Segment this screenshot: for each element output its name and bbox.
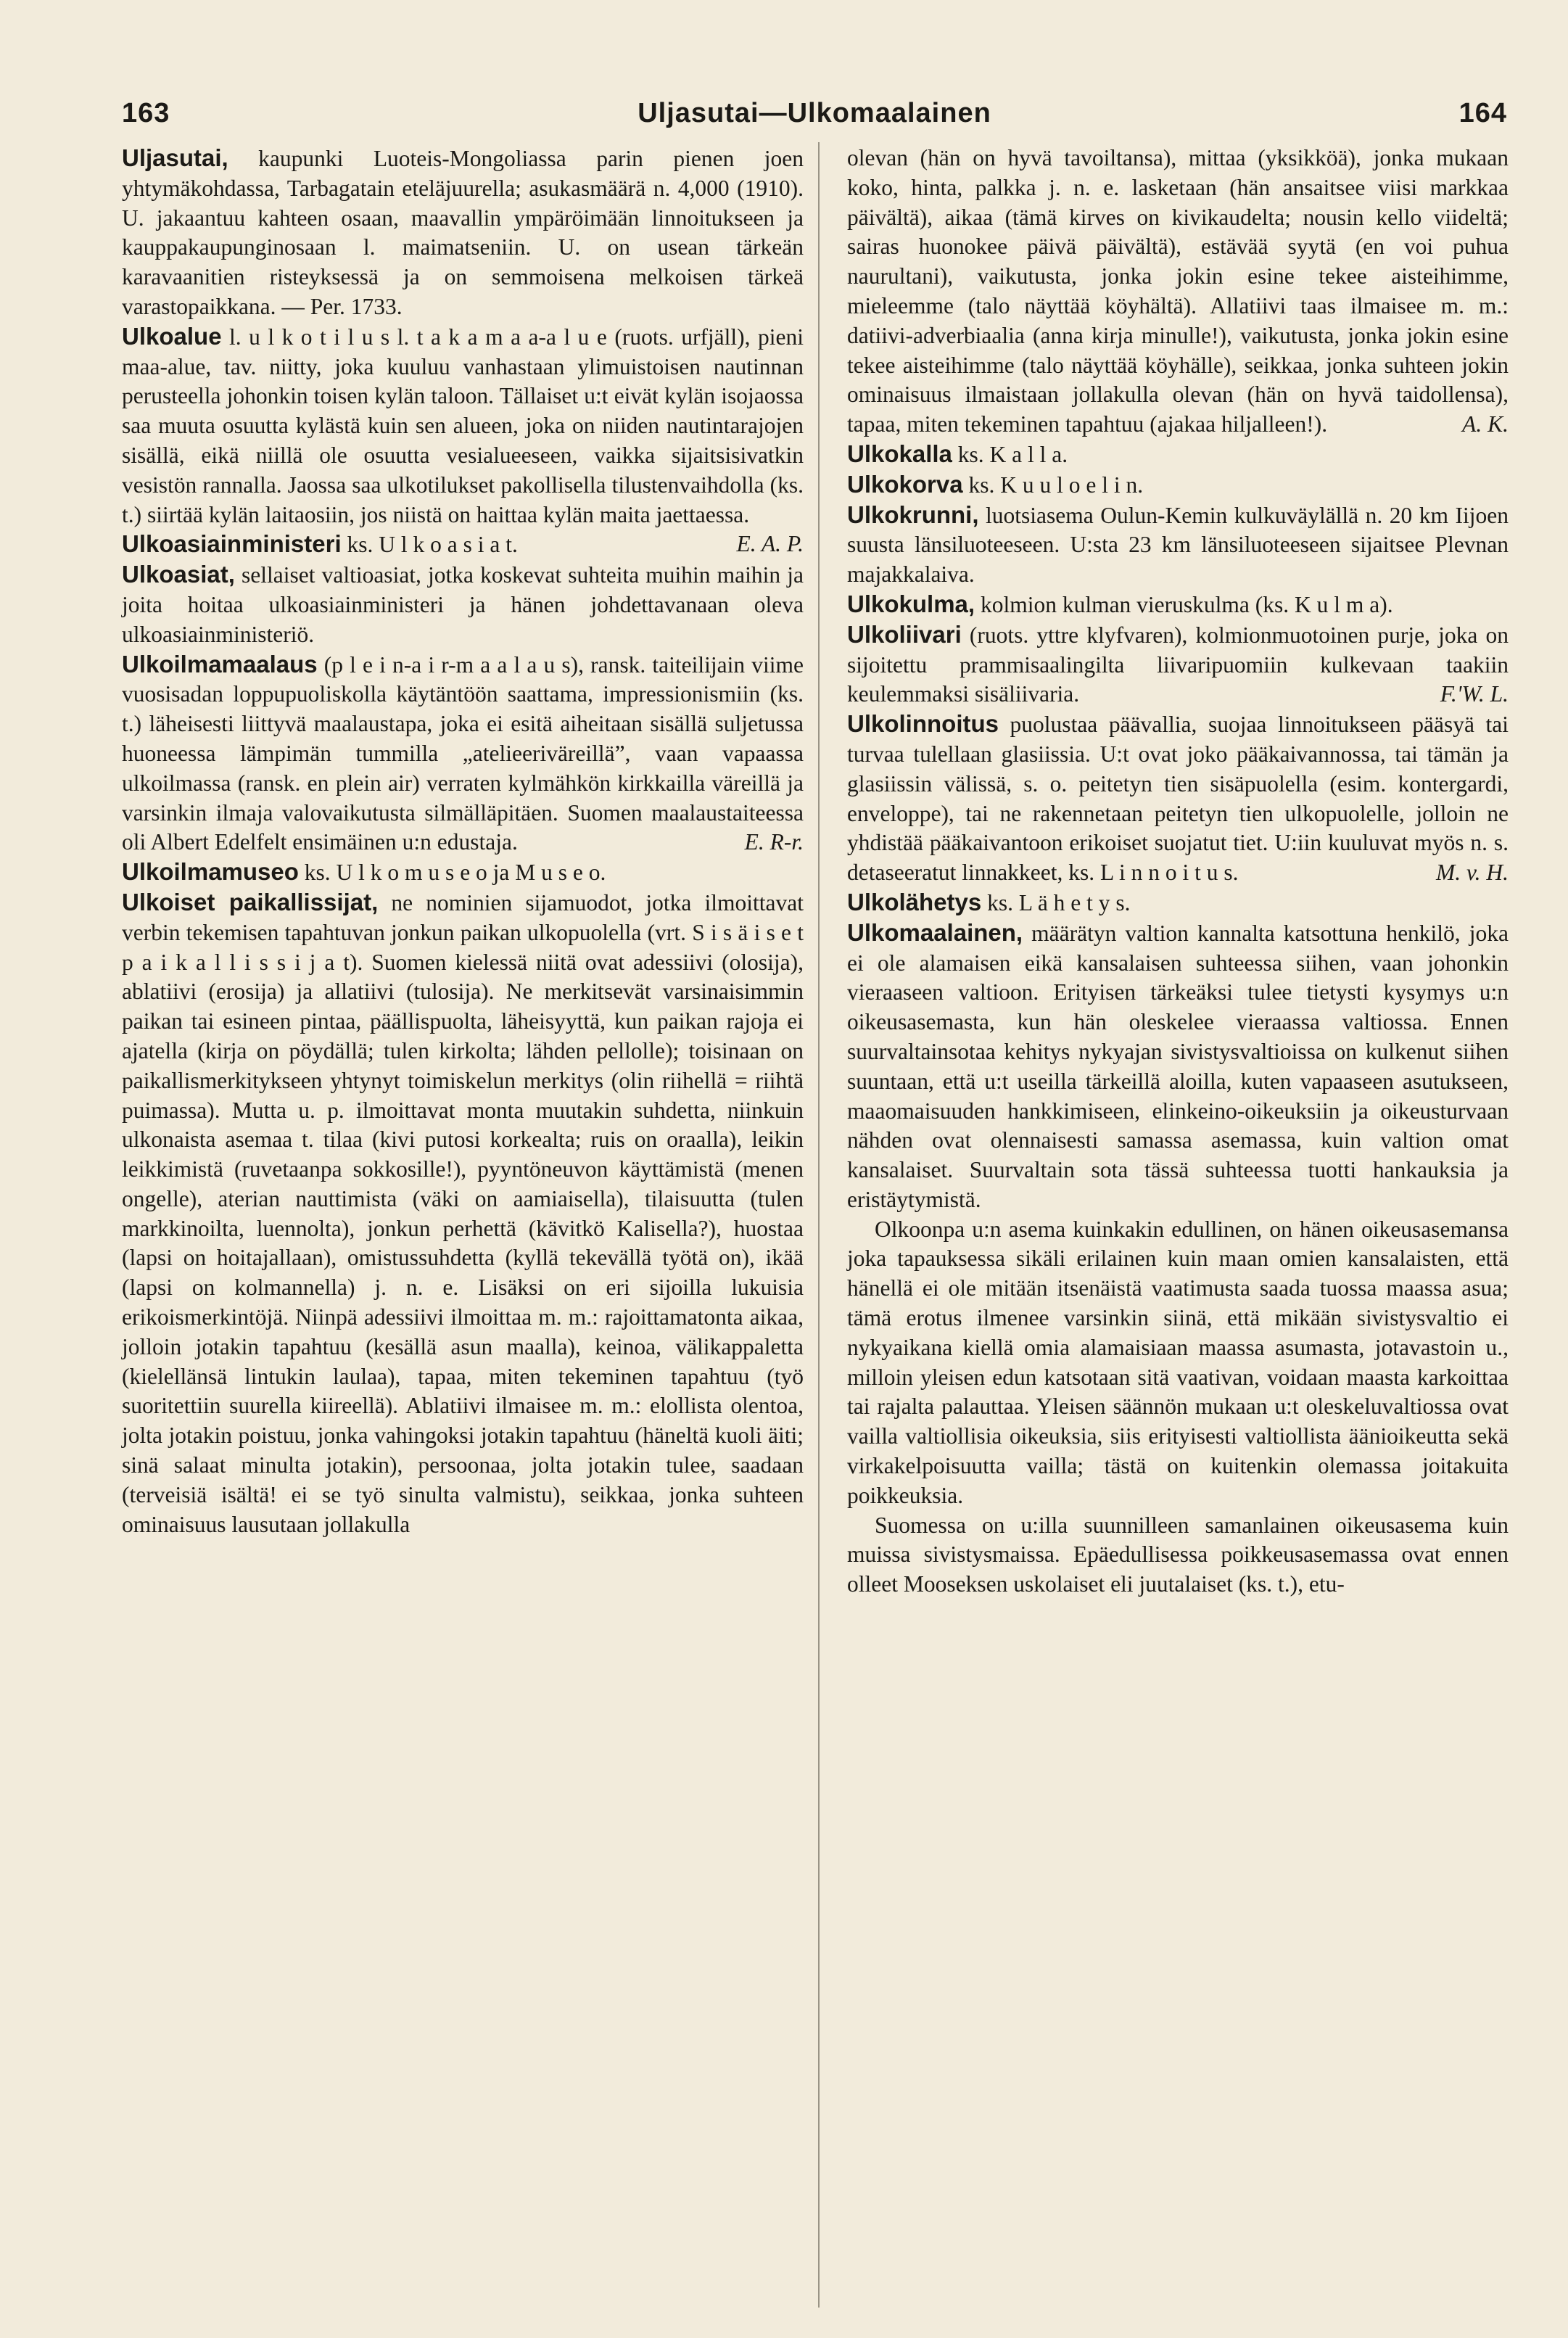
entry-text: ks. U l k o m u s e o ja M u s e o.: [298, 860, 606, 886]
entry-headword: Ulkokrunni,: [847, 501, 979, 528]
entry-text: ks. U l k o a s i a t.: [341, 532, 518, 558]
entry-text: puolustaa päävallia, suojaa linnoitukseen pääsyä tai turvaa tulellaan glasiissia. U:t ovat joko pääkaivannossa, tai tämän ja glasiissin välissä, s. o. peitetyn tien sisäpuolella (esim. kontergardi, enveloppe), tai ne rakennetaan peitetyn tien ulkopuolelle, jolloin ne yhdistää pääkaivantoon erikoiset suojatut tiet. U:iin kuuluvat myös n. s. detaseeratut linnakkeet, ks. L i n n o i t u s.: [847, 712, 1509, 886]
dictionary-entry: [847, 590, 1509, 620]
entry-text: kaupunki Luoteis-Mongoliassa parin pienen joen yhtymäkohdassa, Tarbagatain eteläjuurella; asukasmäärä n. 4,000 (1910). U. jakaantuu kahteen osaan, maavallin ympäröimään linnoitukseen ja kauppakaupunginosaan l. maimatseniin. U. on usean tärkeän karavaanitien risteyksessä ja on semmoisena melkoisen tärkeä varastopaikkana. — Per. 1733.: [122, 146, 804, 319]
entry-text: ne nominien sijamuodot, jotka ilmoittavat verbin tekemisen tapahtuvan jonkun paikan ulkopuolella (vrt. S i s ä i s e t p a i k a l l i s s i j a t). Suomen kielessä niitä ovat adessiivi (olosija), ablatiivi (erosija) ja allatiivi (tulosija). Ne merkitsevät varsinaisimmin paikan tai esineen pintaa, päällispuolta, läheisyyttä, kun paikan rajoja ei ajatella (kirja on pöydällä; tulen kirkolta; lähden pellolle); toisinaan on paikallismerkitykseen yhtynyt toimiskelun merkitys (olin riihellä = riihtä puimassa). Mutta u. p. ilmoittavat monta muutakin suhdetta, niinkuin ulkonaista asemaa t. tilaa (kivi putosi korkealta; ruis on oraalla), leikin leikkimistä (ruvetaanpa sokkosille!), pyyntöneuvon käyttämistä (menen ongelle), aterian nauttimista (väki on aamiaisella), tilaisuutta (tulen markkinoilta, luennolta), jonkun perhettä (kävitkö Kalisella?), huostaa (lapsi on hoitajallaan), omistussuhdetta (kyllä tekevällä työtä on), ikää (lapsi on kolmannella) j. n. e. Lisäksi on eri sijoilla lukuisia erikoismerkintöjä. Niinpä adessiivi ilmoittaa m. m.: rajoittamatonta aikaa, jolloin jotakin tapahtuu (kesällä asun maalla), keinoa, välikappaletta (kielellänsä lintukin laulaa), tapaa, miten tekeminen tapahtuu (työ suoritettiin suurella kiireellä). Ablatiivi ilmaisee m. m.: elollista olentoa, jolta jotakin poistuu, jonka vahingoksi jotakin tapahtuu (häneltä kuoli äiti; sinä salaat minulta jotakin), persoonaa, jolta jotakin tulee, saadaan (terveisiä isältä! ei se työ sinulta valmistu), seikkaa, jonka suhteen ominaisuus lausutaan jollakulla: [122, 889, 804, 1537]
dictionary-entry: [847, 918, 1509, 1215]
article-paragraph: [847, 1215, 1509, 1511]
left-column: [122, 144, 804, 1539]
entry-headword: Ulkokulma,: [847, 590, 975, 617]
entry-text: ks. K a l l a.: [952, 441, 1068, 467]
dictionary-entry: [847, 620, 1509, 709]
entry-headword: Ulkolinnoitus: [847, 710, 999, 738]
entry-headword: Ulkokorva: [847, 470, 963, 498]
right-column: [847, 144, 1509, 1600]
author-signature: F.'W. L.: [1440, 681, 1509, 707]
entry-headword: Ulkomaalainen,: [847, 918, 1023, 946]
entry-headword: Ulkoasiat,: [122, 561, 235, 588]
dictionary-entry: [847, 709, 1509, 888]
author-signature: A. K.: [1462, 411, 1509, 437]
entry-text: olevan (hän on hyvä tavoiltansa), mittaa (yksikköä), jonka mukaan koko, hinta, palkka j. n. e. lasketaan (hän ansaitsee viisi markkaa päivältä), aikaa (tämä kirves on kivikaudelta; nousin kello viideltä; sairas huonokee päivä päivältä), estävää syytä (en voi puhua naurultani), vaikutusta, jonka jokin esine tekee aisteihimme, mieleemme (talo näyttää köyhältä). Allatiivi taas ilmaisee m. m.: datiivi-adverbiaalia (anna kirja minulle!), vaikutusta, jonka jokin esine tekee aisteihimme (talo näyttää köyhälle), seikkaa, jonka suhteen jokin ominaisuus ilmaistaan jollakulla olevan (hän on hyvä taidollensa), tapaa, miten tekeminen tapahtuu (ajakaa hiljalleen!).: [847, 145, 1509, 437]
dictionary-entry: [122, 560, 804, 649]
dictionary-entry: [122, 888, 804, 1540]
author-signature: M. v. H.: [1435, 860, 1509, 886]
dictionary-entry: [847, 440, 1509, 470]
entry-headword: Ulkoalue: [122, 322, 222, 350]
dictionary-entry: [847, 144, 1509, 440]
entry-text: Suomessa on u:illa suunnilleen samanlainen oikeusasema kuin muissa sivistysmaissa. Epäedullisessa poikkeusasemassa ovat ennen olleet Mooseksen uskolaiset eli juutalaiset (ks. t.), etu-: [847, 1512, 1509, 1597]
page-header: [122, 91, 1507, 135]
dictionary-entry: [847, 888, 1509, 918]
entry-text: ks. K u u l o e l i n.: [962, 472, 1144, 498]
author-signature: E. R-r.: [744, 829, 804, 855]
author-signature: E. A. P.: [736, 531, 804, 557]
entry-headword: Ulkoasiainministeri: [122, 530, 342, 558]
entry-text: l. u l k o t i l u s l. t a k a m a a-a l u e (ruots. urfjäll), pieni maa-alue, tav. niitty, joka kuuluu vanhastaan ylimuistoisen nautinnan perusteella johonkin toisen kylän taloon. Tällaiset u:t eivät kylän isojaossa saa muuta osuutta kylästä kuin sen alueen, joka on niiden nautintarajojen sisällä, eikä niillä ole osuutta vesialueeseen, vaikka sijaitsisivatkin vesistön rannalla. Jaossa saa ulkotilukset pakollisella tilustenvaihdolla (ks. t.) siirtää kylän laitaosiin, jos niistä on haittaa kylän maita jaettaessa.: [122, 324, 804, 527]
dictionary-entry: [122, 144, 804, 322]
running-title: Uljasutai—Ulkomaalainen: [637, 97, 991, 128]
entry-text: (ruots. yttre klyfvaren), kolmionmuotoinen purje, joka on sijoitettu prammisaalingilta liivaripuomiin kulkevaan taakiin keulemmaksi sisäliivaria.: [847, 622, 1509, 707]
entry-text: luotsiasema Oulun-Kemin kulkuväylällä n. 20 km Iijoen suusta länsiluoteeseen. U:sta 23 km länsiluoteeseen sijaitsee Plevnan majakkalaiva.: [847, 502, 1509, 588]
dictionary-entry: [847, 470, 1509, 501]
dictionary-entry: [122, 650, 804, 858]
column-divider: [818, 142, 820, 2308]
dictionary-entry: [122, 857, 804, 888]
entry-text: määrätyn valtion kannalta katsottuna henkilö, joka ei ole alamaisen eikä kansalaisen suhteessa siihen, vaan johonkin vieraaseen valtioon. Erityisen tärkeäksi tulee tietysti kysymys u:n oikeusasemasta, kun hän oleskelee vieraassa valtiossa. Ennen suurvaltainsotaa kehitys nykyajan sivistysvaltioissa on kulkenut siihen suuntaan, että u:t useilla tärkeillä aloilla, kuten vapaaseen asutukseen, maaomaisuuden hankkimiseen, elinkeino-oikeuksiin ja oikeusturvaan nähden ovat olennaisesti samassa asemassa, kuin valtion omat kansalaiset. Suurvaltain sota tässä suhteessa tuotti hankauksia ja eristäytymistä.: [847, 920, 1509, 1212]
dictionary-entry: [122, 530, 804, 560]
article-paragraph: [847, 1511, 1509, 1600]
entry-text: (p l e i n-a i r-m a a l a u s), ransk. taiteilijain viime vuosisadan loppupuoliskolla käytäntöön saattama, impressionismiin (ks. t.) läheisesti liittyvä maalaustapa, joka ei esitä aiheitaan sisällä suljetussa huoneessa lämpimän tummilla „atelieeriväreillä”, vaan vapaassa ulkoilmassa (ransk. en plein air) verraten kylmähkön kirkkailla väreillä ja varsinkin ilmaja valovaikutusta silmälläpitäen. Suomen maalaustaiteessa oli Albert Edelfelt ensimäinen u:n edustaja.: [122, 651, 804, 855]
page-number-left: 163: [122, 97, 170, 128]
entry-headword: Ulkoiset paikallissijat,: [122, 888, 379, 915]
page-number-right: 164: [1458, 97, 1507, 128]
entry-text: kolmion kulman vieruskulma (ks. K u l m a).: [975, 591, 1393, 617]
entry-headword: Ulkokalla: [847, 440, 952, 467]
dictionary-entry: [847, 501, 1509, 590]
entry-text: Olkoonpa u:n asema kuinkakin edullinen, on hänen oikeusasemansa joka tapauksessa sikäli erilainen kuin maan omien kansalaisten, että hänellä ei ole mitään itsenäistä vaatimusta saada tuossa maassa asua; tämä erotus ilmenee varsinkin siinä, että mikään sivistysvaltio ei nykyaikana kiellä omia alamaisiaan maassa asumasta, jotavastoin u., milloin yleisen edun katsotaan sitä vaativan, voidaan maasta karkoittaa tai rajalta palauttaa. Yleisen säännön mukaan u:t oleskeluvaltiossa ovat vailla valtiollisia oikeuksia, siis erityisesti valtiollista äänioikeutta sekä virkakelpoisuutta vailla; tästä on kuitenkin olemassa joitakuita poikkeuksia.: [847, 1216, 1509, 1508]
entry-text: sellaiset valtioasiat, jotka koskevat suhteita muihin maihin ja joita hoitaa ulkoasiainministeri ja hänen johdettavanaan oleva ulkoasiainministeriö.: [122, 562, 804, 647]
entry-headword: Ulkoilmamaalaus: [122, 650, 318, 678]
entry-headword: Ulkolähetys: [847, 888, 982, 915]
entry-headword: Ulkoliivari: [847, 620, 962, 648]
entry-headword: Ulkoilmamuseo: [122, 858, 299, 886]
entry-headword: Uljasutai,: [122, 144, 228, 171]
entry-text: ks. L ä h e t y s.: [981, 889, 1131, 915]
